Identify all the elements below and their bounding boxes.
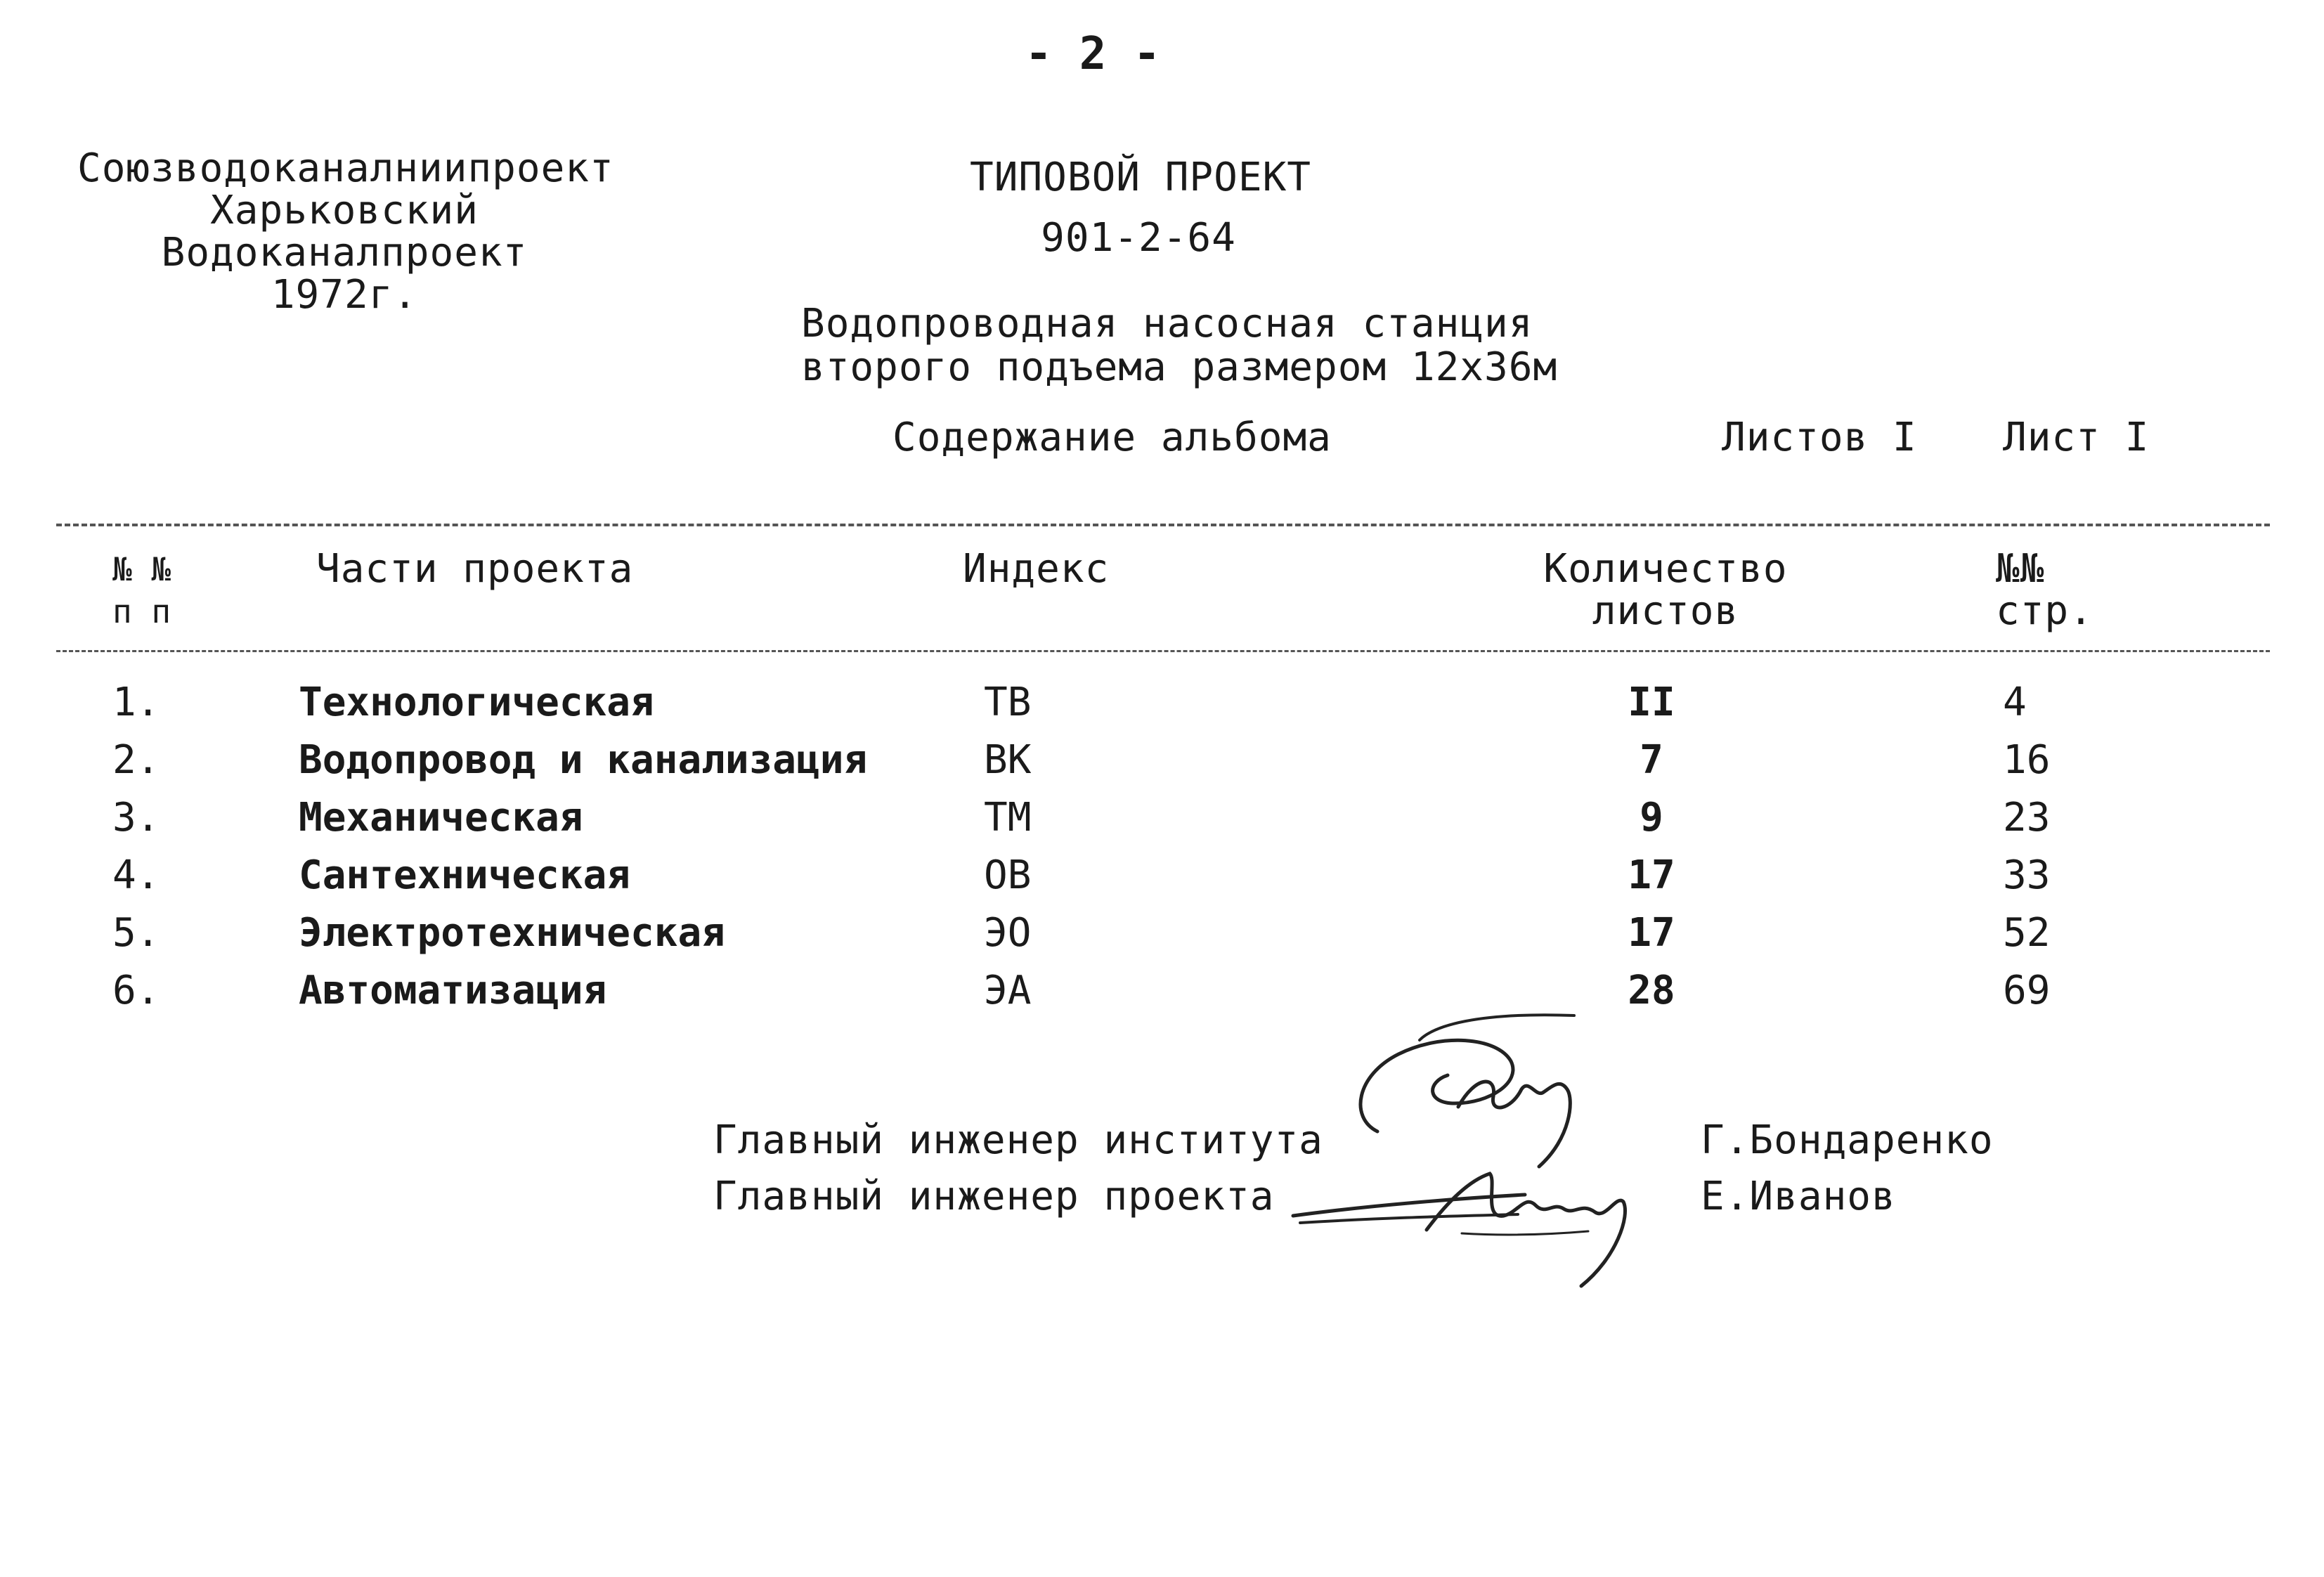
row-part: Сантехническая (299, 852, 631, 898)
table-row (0, 732, 2324, 788)
row-part: Механическая (299, 795, 583, 841)
row-index: ОВ (984, 852, 1032, 898)
table-header-rule (56, 650, 2270, 652)
row-page: 4 (2003, 680, 2027, 725)
organization-year: 1972г. (271, 272, 418, 318)
organization-department: Водоканалпроект (161, 230, 528, 275)
header-index: Индекс (963, 546, 1110, 592)
row-page: 33 (2003, 852, 2051, 898)
sheets-total: Листов I (1722, 415, 1917, 460)
row-page: 52 (2003, 910, 2051, 956)
row-number: 2. (112, 737, 160, 783)
contents-title: Содержание альбома (892, 415, 1332, 460)
signature-role-project: Главный инженер проекта (713, 1174, 1275, 1219)
project-header (970, 148, 1312, 268)
row-index: ТВ (984, 680, 1032, 725)
row-part: Автоматизация (299, 968, 607, 1013)
header-number: № № п п (112, 550, 171, 630)
row-part: Технологическая (299, 680, 654, 725)
table-row (0, 963, 2324, 1019)
project-title (801, 302, 1557, 389)
header-count: Количество листов (1543, 546, 1788, 634)
page-number: - 2 - (1025, 28, 1161, 80)
table-row (0, 675, 2324, 731)
table-row (0, 905, 2324, 961)
project-title-line2: второго подъема размером 12х36м (801, 344, 1558, 390)
row-index: ЭО (984, 910, 1032, 956)
sheet-number: Лист I (2003, 415, 2150, 460)
header-page: №№ стр. (1996, 546, 2093, 634)
table-row (0, 848, 2324, 904)
header-part: Части проекта (316, 546, 634, 592)
row-count: II (1628, 680, 1675, 725)
project-code: 901-2-64 (1041, 215, 1236, 261)
row-number: 3. (112, 795, 160, 841)
row-count: 7 (1640, 737, 1663, 783)
row-number: 4. (112, 852, 160, 898)
signature-name-institute: Г.Бондаренко (1701, 1117, 1994, 1163)
row-page: 16 (2003, 737, 2051, 783)
row-part: Электротехническая (299, 910, 725, 956)
project-type-label: ТИПОВОЙ ПРОЕКТ (970, 155, 1312, 200)
signature-name-project: Е.Иванов (1701, 1174, 1896, 1219)
row-page: 69 (2003, 968, 2051, 1013)
row-page: 23 (2003, 795, 2051, 841)
row-count: 17 (1628, 910, 1675, 956)
row-index: ЭА (984, 968, 1032, 1013)
row-count: 9 (1640, 795, 1663, 841)
organization-city: Харьковский (210, 188, 479, 233)
row-part: Водопровод и канализация (299, 737, 868, 783)
row-count: 28 (1628, 968, 1675, 1013)
handwritten-signature-project (1286, 1153, 1680, 1293)
organization-block (77, 145, 614, 318)
signature-role-institute: Главный инженер института (713, 1117, 1323, 1163)
row-index: ТМ (984, 795, 1032, 841)
row-number: 5. (112, 910, 160, 956)
row-number: 6. (112, 968, 160, 1013)
row-index: ВК (984, 737, 1032, 783)
organization-name: Союзводоканалниипроект (77, 145, 614, 191)
row-number: 1. (112, 680, 160, 725)
row-count: 17 (1628, 852, 1675, 898)
table-row (0, 790, 2324, 846)
project-title-line1: Водопроводная насосная станция (801, 301, 1533, 346)
table-top-rule (56, 524, 2270, 526)
